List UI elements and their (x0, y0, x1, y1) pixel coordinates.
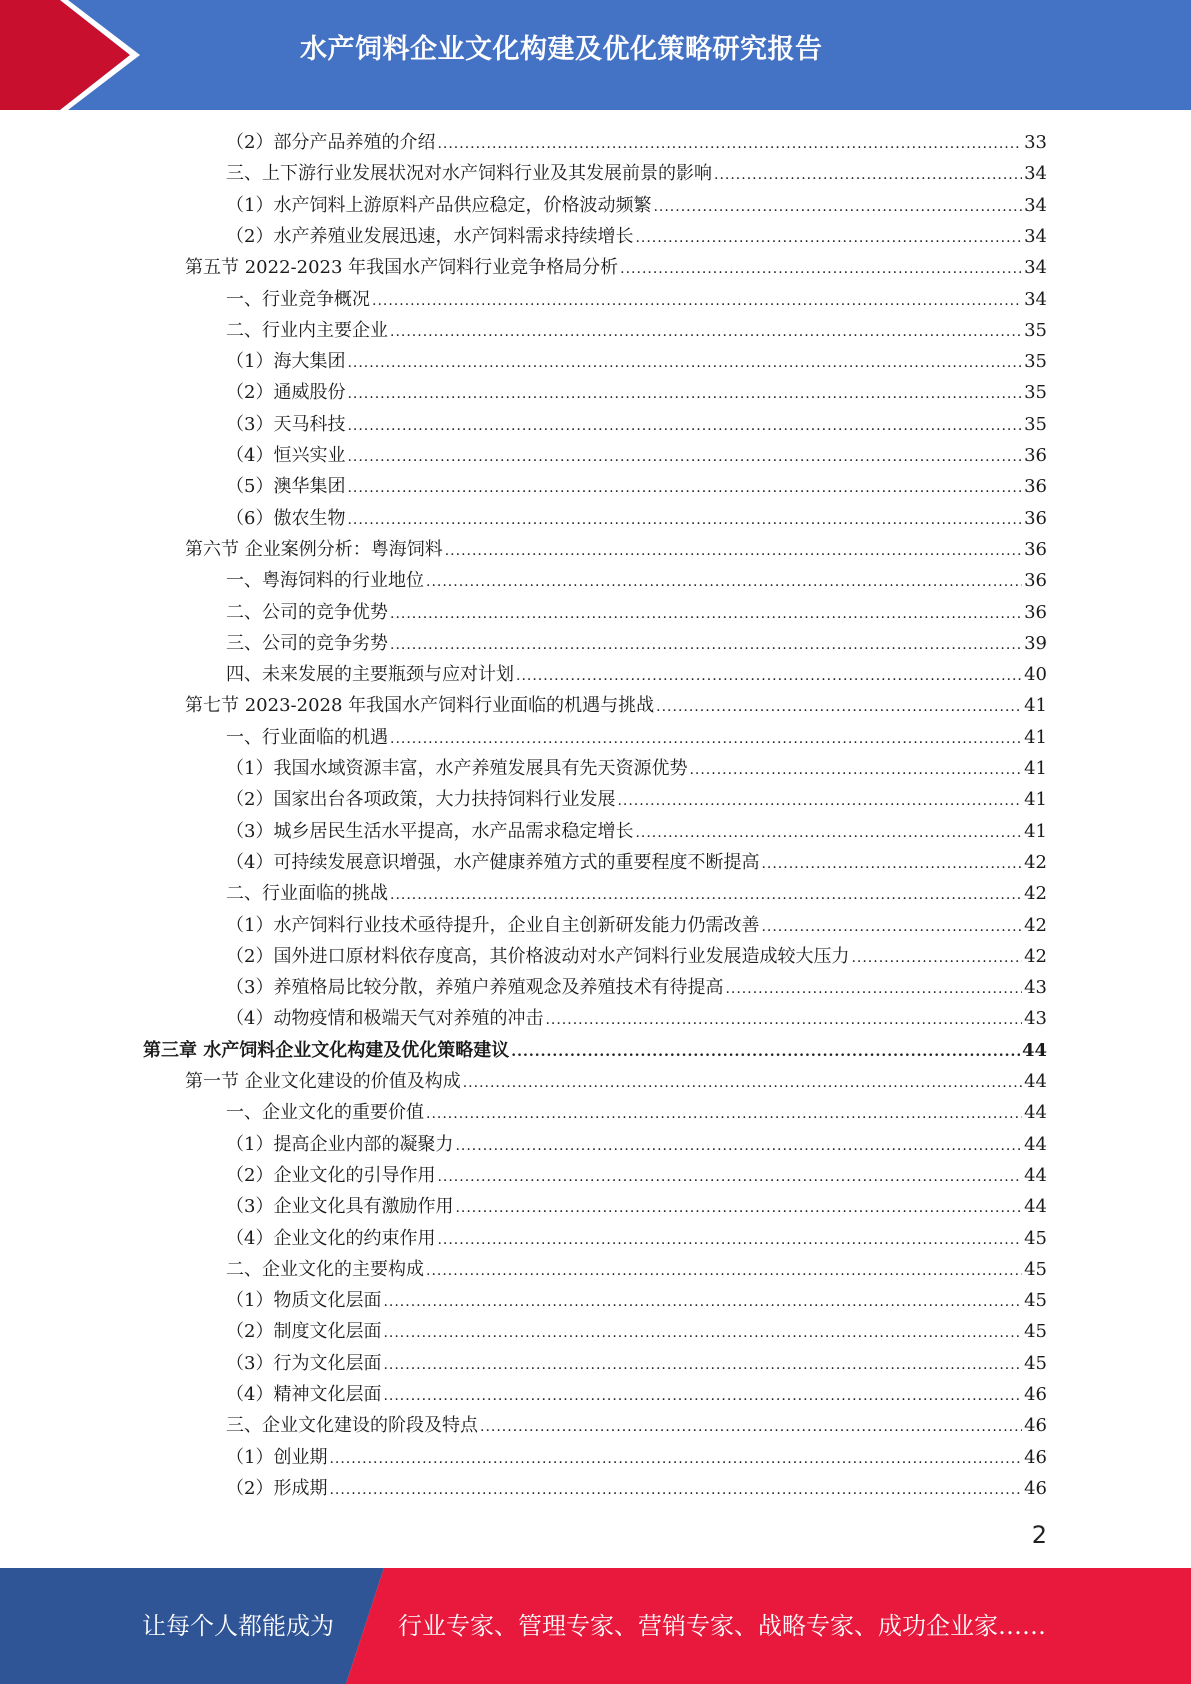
toc-entry-page: 34 (1024, 163, 1047, 185)
toc-entry[interactable] (185, 690, 1047, 721)
toc-entry-title: 二、企业文化的主要构成 (226, 1258, 424, 1280)
toc-leader-dots (372, 286, 1022, 317)
toc-entry[interactable] (226, 910, 1047, 941)
toc-entry[interactable] (185, 534, 1047, 565)
toc-entry-title: （2）国家出台各项政策，大力扶持饲料行业发展 (226, 789, 616, 811)
toc-leader-dots (347, 348, 1022, 379)
toc-leader-dots (383, 1381, 1022, 1412)
toc-entry-title: （2）水产养殖业发展迅速，水产饲料需求持续增长 (226, 225, 634, 247)
toc-entry-title: （1）创业期 (226, 1446, 328, 1468)
toc-leader-dots (620, 254, 1022, 285)
footer-slogan-left: 让每个人都能成为 (142, 1612, 334, 1640)
toc-entry[interactable] (226, 1097, 1047, 1128)
toc-entry-title: （1）提高企业内部的凝聚力 (226, 1133, 454, 1155)
toc-entry[interactable] (226, 753, 1047, 784)
toc-entry[interactable] (226, 440, 1047, 471)
toc-entry-title: （3）天马科技 (226, 413, 346, 435)
toc-entry[interactable] (226, 847, 1047, 878)
toc-entry-page: 42 (1024, 945, 1047, 967)
toc-entry-page: 45 (1024, 1290, 1047, 1312)
toc-leader-dots (463, 1068, 1022, 1099)
toc-entry-title: （4）恒兴实业 (226, 445, 346, 466)
toc-leader-dots (329, 1475, 1022, 1506)
toc-entry[interactable] (226, 816, 1047, 847)
toc-entry-page: 34 (1024, 194, 1047, 216)
toc-entry[interactable] (226, 1379, 1047, 1410)
toc-entry[interactable] (226, 1191, 1047, 1222)
toc-entry-page: 35 (1024, 319, 1047, 341)
toc-entry-page: 46 (1024, 1477, 1047, 1499)
toc-entry-title: 一、粤海饲料的行业地位 (226, 570, 424, 592)
toc-leader-dots (516, 661, 1022, 692)
toc-entry[interactable] (226, 784, 1047, 815)
toc-entry-title: （3）养殖格局比较分散，养殖户养殖观念及养殖技术有待提高 (226, 977, 724, 999)
toc-entry-page: 36 (1024, 538, 1047, 560)
toc-leader-dots (656, 692, 1022, 723)
toc-leader-dots (714, 160, 1022, 191)
toc-entry-page: 34 (1024, 288, 1047, 310)
toc-entry-page: 42 (1024, 851, 1047, 873)
toc-entry-page: 43 (1024, 1008, 1047, 1030)
toc-entry-page: 44 (1021, 1039, 1047, 1061)
toc-entry-page: 36 (1024, 507, 1047, 529)
toc-entry-title: （1）物质文化层面 (226, 1290, 382, 1312)
toc-entry-title: （4）动物疫情和极端天气对养殖的冲击 (226, 1008, 544, 1030)
toc-leader-dots (347, 411, 1022, 442)
toc-leader-dots (761, 849, 1022, 880)
toc-entry-title: （6）傲农生物 (226, 507, 346, 529)
toc-entry[interactable] (226, 972, 1047, 1003)
toc-entry-page: 44 (1024, 1164, 1047, 1186)
toc-entry-title: （1）我国水域资源丰富，水产养殖发展具有先天资源优势 (226, 758, 688, 779)
toc-entry-page: 44 (1024, 1102, 1047, 1124)
toc-leader-dots (347, 505, 1022, 536)
toc-entry-title: 二、公司的竞争优势 (226, 601, 388, 623)
toc-entry[interactable] (226, 190, 1047, 221)
toc-entry-title: 三、公司的竞争劣势 (226, 632, 388, 654)
toc-entry-title: （4）精神文化层面 (226, 1384, 382, 1405)
toc-leader-dots (545, 1005, 1022, 1036)
toc-entry-page: 36 (1024, 570, 1047, 592)
toc-leader-dots (455, 1131, 1022, 1162)
toc-entry[interactable] (226, 565, 1047, 596)
toc-entry-page: 46 (1024, 1384, 1047, 1405)
toc-entry[interactable] (226, 941, 1047, 972)
toc-entry[interactable] (226, 221, 1047, 252)
toc-entry-page: 34 (1024, 225, 1047, 247)
toc-entry-page: 41 (1024, 789, 1047, 811)
toc-leader-dots (761, 912, 1022, 943)
toc-leader-dots (653, 192, 1022, 223)
toc-leader-dots (426, 1099, 1022, 1130)
toc-entry[interactable] (226, 284, 1047, 315)
toc-entry-title: （2）国外进口原材料依存度高，其价格波动对水产饲料行业发展造成较大压力 (226, 945, 850, 967)
toc-leader-dots (437, 129, 1022, 160)
toc-entry-title: 第七节 2023-2028 年我国水产饲料行业面临的机遇与挑战 (185, 695, 655, 717)
toc-leader-dots (635, 223, 1022, 254)
toc-entry[interactable] (226, 1410, 1047, 1441)
toc-entry[interactable] (226, 409, 1047, 440)
toc-entry-page: 39 (1024, 632, 1047, 654)
toc-entry-title: 二、行业面临的挑战 (226, 883, 388, 905)
toc-leader-dots (445, 536, 1022, 567)
toc-entry-title: （4）企业文化的约束作用 (226, 1227, 436, 1249)
page-header (0, 0, 1191, 110)
toc-leader-dots (851, 943, 1022, 974)
toc-entry-title: （5）澳华集团 (226, 476, 346, 498)
toc-entry-page: 45 (1024, 1258, 1047, 1280)
toc-entry-page: 41 (1024, 820, 1047, 842)
toc-entry[interactable] (226, 1254, 1047, 1285)
toc-entry-title: （2）制度文化层面 (226, 1321, 382, 1343)
toc-entry[interactable] (185, 252, 1047, 283)
toc-entry-title: 第六节 企业案例分析：粤海饲料 (185, 538, 443, 560)
toc-leader-dots (437, 1162, 1022, 1193)
toc-entry-page: 43 (1024, 977, 1047, 999)
toc-entry[interactable] (226, 1223, 1047, 1254)
toc-entry[interactable] (185, 1066, 1047, 1097)
toc-entry-title: 一、企业文化的重要价值 (226, 1102, 424, 1124)
toc-entry-page: 34 (1024, 257, 1047, 279)
toc-entry[interactable] (226, 659, 1047, 690)
toc-entry-title: （1）水产饲料上游原料产品供应稳定，价格波动频繁 (226, 194, 652, 216)
toc-entry-page: 46 (1024, 1446, 1047, 1468)
toc-entry-page: 45 (1024, 1321, 1047, 1343)
toc-leader-dots (689, 755, 1022, 786)
toc-entry[interactable] (226, 346, 1047, 377)
page-number: 2 (1031, 1521, 1047, 1549)
report-title: 水产饲料企业文化构建及优化策略研究报告 (300, 34, 823, 65)
toc-leader-dots (617, 786, 1022, 817)
toc-leader-dots (426, 1256, 1022, 1287)
toc-entry-page: 41 (1024, 695, 1047, 717)
toc-leader-dots (390, 630, 1022, 661)
toc-leader-dots (383, 1350, 1022, 1381)
toc-entry-title: 一、行业面临的机遇 (226, 726, 388, 748)
toc-entry[interactable] (226, 377, 1047, 408)
toc-entry-page: 44 (1024, 1196, 1047, 1218)
toc-entry-page: 45 (1024, 1227, 1047, 1249)
toc-entry[interactable] (226, 628, 1047, 659)
toc-entry-title: 三、上下游行业发展状况对水产饲料行业及其发展前景的影响 (226, 163, 712, 185)
toc-leader-dots (390, 880, 1022, 911)
toc-entry-page: 36 (1024, 445, 1047, 466)
toc-entry[interactable] (226, 1003, 1047, 1034)
toc-entry-page: 33 (1024, 132, 1047, 153)
toc-leader-dots (437, 1225, 1022, 1256)
toc-entry-page: 41 (1024, 758, 1047, 779)
page-footer (0, 1568, 1191, 1684)
toc-entry[interactable] (226, 1316, 1047, 1347)
toc-entry[interactable] (226, 878, 1047, 909)
toc-entry-page: 44 (1024, 1133, 1047, 1155)
toc-entry[interactable] (226, 315, 1047, 346)
toc-leader-dots (390, 599, 1022, 630)
toc-entry-title: （1）水产饲料行业技术亟待提升，企业自主创新研发能力仍需改善 (226, 914, 760, 936)
toc-entry-title: （3）城乡居民生活水平提高，水产品需求稳定增长 (226, 820, 634, 842)
toc-entry[interactable] (226, 722, 1047, 753)
toc-entry-page: 41 (1024, 726, 1047, 748)
toc-leader-dots (347, 442, 1022, 473)
toc-entry-page: 36 (1024, 476, 1047, 498)
toc-entry-page: 35 (1024, 351, 1047, 373)
toc-leader-dots (390, 317, 1022, 348)
toc-entry[interactable] (143, 1035, 1047, 1066)
toc-leader-dots (383, 1318, 1022, 1349)
toc-leader-dots (347, 473, 1022, 504)
toc-entry-title: 第五节 2022-2023 年我国水产饲料行业竞争格局分析 (185, 257, 619, 279)
toc-entry-title: 三、企业文化建设的阶段及特点 (226, 1415, 478, 1437)
toc-entry-title: 第三章 水产饲料企业文化构建及优化策略建议 (143, 1039, 510, 1061)
toc-entry-title: （4）可持续发展意识增强，水产健康养殖方式的重要程度不断提高 (226, 851, 760, 873)
toc-entry-title: （2）形成期 (226, 1477, 328, 1499)
toc-entry-title: （3）企业文化具有激励作用 (226, 1196, 454, 1218)
toc-entry-title: 一、行业竞争概况 (226, 288, 370, 310)
toc-leader-dots (383, 1287, 1022, 1318)
toc-entry[interactable] (226, 158, 1047, 189)
toc-entry-page: 45 (1024, 1352, 1047, 1374)
toc-entry[interactable] (226, 1442, 1047, 1473)
toc-entry[interactable] (226, 1160, 1047, 1191)
toc-entry-title: （2）部分产品养殖的介绍 (226, 132, 436, 153)
toc-entry[interactable] (226, 1285, 1047, 1316)
toc-entry-title: 第一节 企业文化建设的价值及构成 (185, 1071, 461, 1092)
toc-leader-dots (635, 818, 1022, 849)
toc-leader-dots (455, 1193, 1022, 1224)
toc-entry-page: 42 (1024, 883, 1047, 905)
toc-entry-page: 35 (1024, 382, 1047, 404)
toc-leader-dots (426, 567, 1022, 598)
footer-slogan-right: 行业专家、管理专家、营销专家、战略专家、成功企业家…… (398, 1612, 1046, 1640)
toc-entry-title: 二、行业内主要企业 (226, 319, 388, 341)
toc-leader-dots (390, 724, 1022, 755)
chevron-logo-icon (0, 0, 160, 110)
toc-entry-page: 44 (1024, 1071, 1047, 1092)
toc-leader-dots (347, 379, 1022, 410)
toc-entry-page: 35 (1024, 413, 1047, 435)
toc-entry-title: （1）海大集团 (226, 351, 346, 373)
toc-entry[interactable] (226, 597, 1047, 628)
toc-leader-dots (329, 1444, 1022, 1475)
toc-leader-dots (480, 1412, 1022, 1443)
toc-entry-title: （2）企业文化的引导作用 (226, 1164, 436, 1186)
toc-entry-page: 40 (1024, 664, 1047, 686)
toc-entry[interactable] (226, 127, 1047, 158)
toc-entry-page: 36 (1024, 601, 1047, 623)
toc-entry[interactable] (226, 1129, 1047, 1160)
toc-entry-title: 四、未来发展的主要瓶颈与应对计划 (226, 664, 514, 686)
toc-entry[interactable] (226, 503, 1047, 534)
toc-entry[interactable] (226, 471, 1047, 502)
toc-leader-dots (725, 974, 1022, 1005)
toc-entry-title: （3）行为文化层面 (226, 1352, 382, 1374)
toc-entry-title: （2）通威股份 (226, 382, 346, 404)
toc-entry[interactable] (226, 1473, 1047, 1504)
toc-entry-page: 42 (1024, 914, 1047, 936)
toc-entry-page: 46 (1024, 1415, 1047, 1437)
toc-entry[interactable] (226, 1348, 1047, 1379)
toc-leader-dots (511, 1037, 1020, 1068)
